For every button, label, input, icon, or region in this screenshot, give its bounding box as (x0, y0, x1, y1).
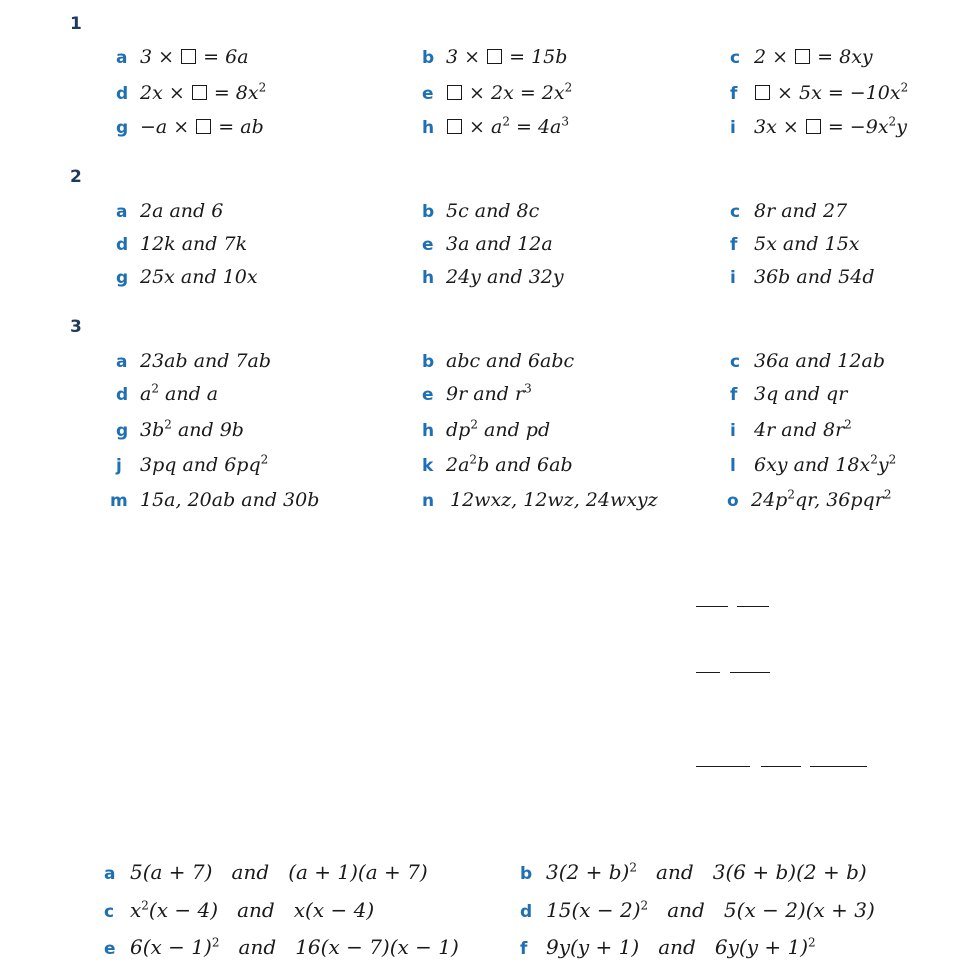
item-label: l (730, 456, 736, 476)
answer-line (737, 606, 769, 607)
q2-item-e (422, 235, 553, 254)
q2-item-a (116, 202, 223, 221)
exponent: 2 (151, 381, 159, 396)
expr-part: 3 × (446, 46, 487, 68)
expr-part: = −9x (821, 116, 889, 138)
item-label: b (520, 864, 533, 884)
item-text: abc and 6abc (446, 350, 575, 372)
expr-part: 24p (751, 489, 788, 511)
blank-box (447, 85, 462, 100)
exponent: 2 (888, 114, 897, 129)
expr-part: (x − 4) and x(x − 4) (148, 898, 375, 922)
item-label: d (116, 235, 129, 255)
item-label: b (422, 202, 435, 222)
answer-line (696, 672, 720, 673)
blank-box (806, 119, 821, 134)
expr-part: 9r and r (446, 383, 525, 405)
item-label: i (730, 268, 736, 288)
exponent: 2 (844, 417, 852, 432)
item-label: d (116, 385, 129, 405)
item-label: d (520, 902, 533, 922)
item-text: 25x and 10x (140, 266, 258, 288)
item-label: m (110, 491, 128, 511)
item-text: 5c and 8c (446, 200, 540, 222)
blank-box (447, 119, 462, 134)
blank-box (181, 49, 196, 64)
item-label: f (520, 939, 528, 959)
q4-item-f (520, 937, 816, 958)
q4-item-c (104, 900, 374, 921)
item-label: d (116, 84, 129, 104)
q1-item-e (422, 80, 573, 104)
question-number-3: 3 (70, 317, 82, 337)
q4-item-d (520, 900, 875, 921)
q1-item-d (116, 80, 267, 104)
expr-part: × a (463, 116, 503, 138)
item-label: c (730, 48, 741, 68)
blank-box (795, 49, 810, 64)
q2-item-b (422, 202, 539, 221)
item-label: h (422, 118, 435, 138)
item-label: j (116, 456, 122, 476)
q1-item-f (730, 80, 909, 104)
expr-part: and 3(6 + b)(2 + b) (636, 860, 867, 884)
q3-item-g (116, 417, 244, 441)
expr-part: 2x × (140, 82, 191, 104)
exponent: 2 (258, 80, 267, 95)
item-text: 3q and qr (754, 383, 848, 405)
exponent: 2 (470, 417, 478, 432)
item-label: g (116, 268, 129, 288)
item-label: o (727, 491, 739, 511)
expr-part: and 16(x − 7)(x − 1) (219, 935, 459, 959)
expr-part: 6(x − 1) (130, 935, 212, 959)
item-text: 36b and 54d (754, 266, 875, 288)
expr-part: y (896, 116, 907, 138)
item-label: i (730, 118, 736, 138)
q3-item-a (116, 352, 271, 371)
item-label: k (422, 456, 434, 476)
answer-line (696, 606, 728, 607)
q3-item-f (730, 385, 847, 404)
item-text: 36a and 12ab (754, 350, 885, 372)
item-text: 23ab and 7ab (140, 350, 272, 372)
item-text: 12k and 7k (140, 233, 248, 255)
item-label: g (116, 421, 129, 441)
item-label: h (422, 421, 435, 441)
expr-part: = 4a (509, 116, 562, 138)
item-label: e (422, 84, 434, 104)
q3-item-j (116, 452, 269, 476)
item-label: e (422, 385, 434, 405)
expr-part: × 2x = 2x (463, 82, 565, 104)
q1-item-g (116, 118, 264, 137)
expr-part: 3x × (754, 116, 805, 138)
item-label: e (422, 235, 434, 255)
item-label: i (730, 421, 736, 441)
expr-part: and a (158, 383, 219, 405)
expr-part: a (237, 46, 249, 68)
exponent: 2 (502, 114, 510, 129)
q1-item-h (422, 114, 570, 138)
exponent: 3 (524, 381, 532, 396)
exponent: 2 (900, 80, 909, 95)
expr-part: 3b (140, 419, 165, 441)
item-label: c (730, 202, 741, 222)
q2-item-d (116, 235, 247, 254)
q3-item-d (116, 381, 219, 405)
q3-item-i (730, 417, 852, 441)
expr-part: qr, 36pqr (794, 489, 884, 511)
expr-part: 9y(y + 1) and 6y(y + 1) (546, 935, 809, 959)
exponent: 2 (787, 487, 795, 502)
exponent: 2 (883, 487, 892, 502)
item-label: a (116, 352, 128, 372)
q1-item-i (730, 114, 907, 138)
item-label: c (730, 352, 741, 372)
expr-part: b and 6ab (477, 454, 573, 476)
item-text: 3a and 12a (446, 233, 553, 255)
item-label: f (730, 235, 738, 255)
q2-item-f (730, 235, 860, 254)
exponent: 2 (164, 417, 172, 432)
exponent: 2 (808, 935, 816, 950)
item-label: g (116, 118, 129, 138)
expr-part: = 8x (207, 82, 259, 104)
answer-line (730, 672, 770, 673)
q2-item-h (422, 268, 564, 287)
q3-item-n (422, 491, 658, 510)
answer-line (810, 766, 867, 767)
item-label: b (422, 352, 435, 372)
item-label: f (730, 385, 738, 405)
item-text: 8r and 27 (754, 200, 848, 222)
q3-item-e (422, 381, 532, 405)
expr-part: −a × (140, 116, 196, 138)
blank-box (196, 119, 211, 134)
blank-box (755, 85, 770, 100)
expr-part: 6xy and 18x (754, 454, 871, 476)
q3-item-b (422, 352, 574, 371)
q4-item-b (520, 862, 867, 883)
expr-part: 3pq and 6pq (140, 454, 261, 476)
expr-part: and 9b (171, 419, 244, 441)
expr-part: 3(2 + b) (546, 860, 630, 884)
exponent: 2 (888, 452, 897, 467)
item-text: 24y and 32y (446, 266, 564, 288)
exponent: 2 (141, 898, 149, 913)
item-label: b (422, 48, 435, 68)
expr-part: = 6 (197, 46, 238, 68)
expr-part: = 15 (503, 46, 556, 68)
q1-item-a (116, 48, 249, 67)
item-text: 2a and 6 (140, 200, 224, 222)
item-text: 15a, 20ab and 30b (140, 489, 320, 511)
expr-part: dp (446, 419, 471, 441)
q2-item-g (116, 268, 258, 287)
q3-item-l (730, 452, 897, 476)
exponent: 3 (561, 114, 570, 129)
expr-part: a (140, 383, 152, 405)
item-label: a (116, 202, 128, 222)
q3-item-m (110, 491, 319, 510)
item-label: e (104, 939, 116, 959)
expr-part: and pd (477, 419, 551, 441)
item-label: n (422, 491, 435, 511)
q1-item-b (422, 48, 567, 67)
exponent: 2 (211, 935, 220, 950)
item-text: 5(a + 7) and (a + 1)(a + 7) (130, 860, 428, 884)
item-label: a (116, 48, 128, 68)
expr-part: 2 × (754, 46, 795, 68)
q3-item-k (422, 452, 573, 476)
expr-part: x (130, 898, 142, 922)
item-label: a (104, 864, 116, 884)
q2-item-i (730, 268, 875, 287)
expr-part: xy (851, 46, 873, 68)
expr-part: 15(x − 2) (546, 898, 641, 922)
question-number-2: 2 (70, 167, 82, 187)
item-text: 12wxz, 12wz, 24wxyz (450, 489, 658, 511)
answer-line (696, 766, 750, 767)
expr-part: = ab (212, 116, 264, 138)
item-label: f (730, 84, 738, 104)
expr-part: b (555, 46, 568, 68)
expr-part: 3 × (140, 46, 181, 68)
question-number-1: 1 (70, 14, 82, 34)
exponent: 2 (564, 80, 573, 95)
item-text: 5x and 15x (754, 233, 860, 255)
expr-part: y (877, 454, 889, 476)
q3-item-o (727, 487, 892, 511)
answer-line (761, 766, 801, 767)
expr-part: 2a (446, 454, 470, 476)
item-label: c (104, 902, 115, 922)
q3-item-h (422, 417, 551, 441)
blank-box (487, 49, 502, 64)
expr-part: and 5(x − 2)(x + 3) (648, 898, 875, 922)
q4-item-e (104, 937, 459, 958)
q3-item-c (730, 352, 885, 371)
blank-box (192, 85, 207, 100)
exponent: 2 (629, 860, 637, 875)
exponent: 2 (870, 452, 878, 467)
q1-item-c (730, 48, 873, 67)
expr-part: 4r and 8r (754, 419, 845, 441)
q4-item-a (104, 862, 428, 883)
expr-part: = 8 (811, 46, 852, 68)
q2-item-c (730, 202, 847, 221)
exponent: 2 (260, 452, 269, 467)
item-label: h (422, 268, 435, 288)
exponent: 2 (640, 898, 649, 913)
exponent: 2 (469, 452, 478, 467)
expr-part: × 5x = −10x (771, 82, 901, 104)
